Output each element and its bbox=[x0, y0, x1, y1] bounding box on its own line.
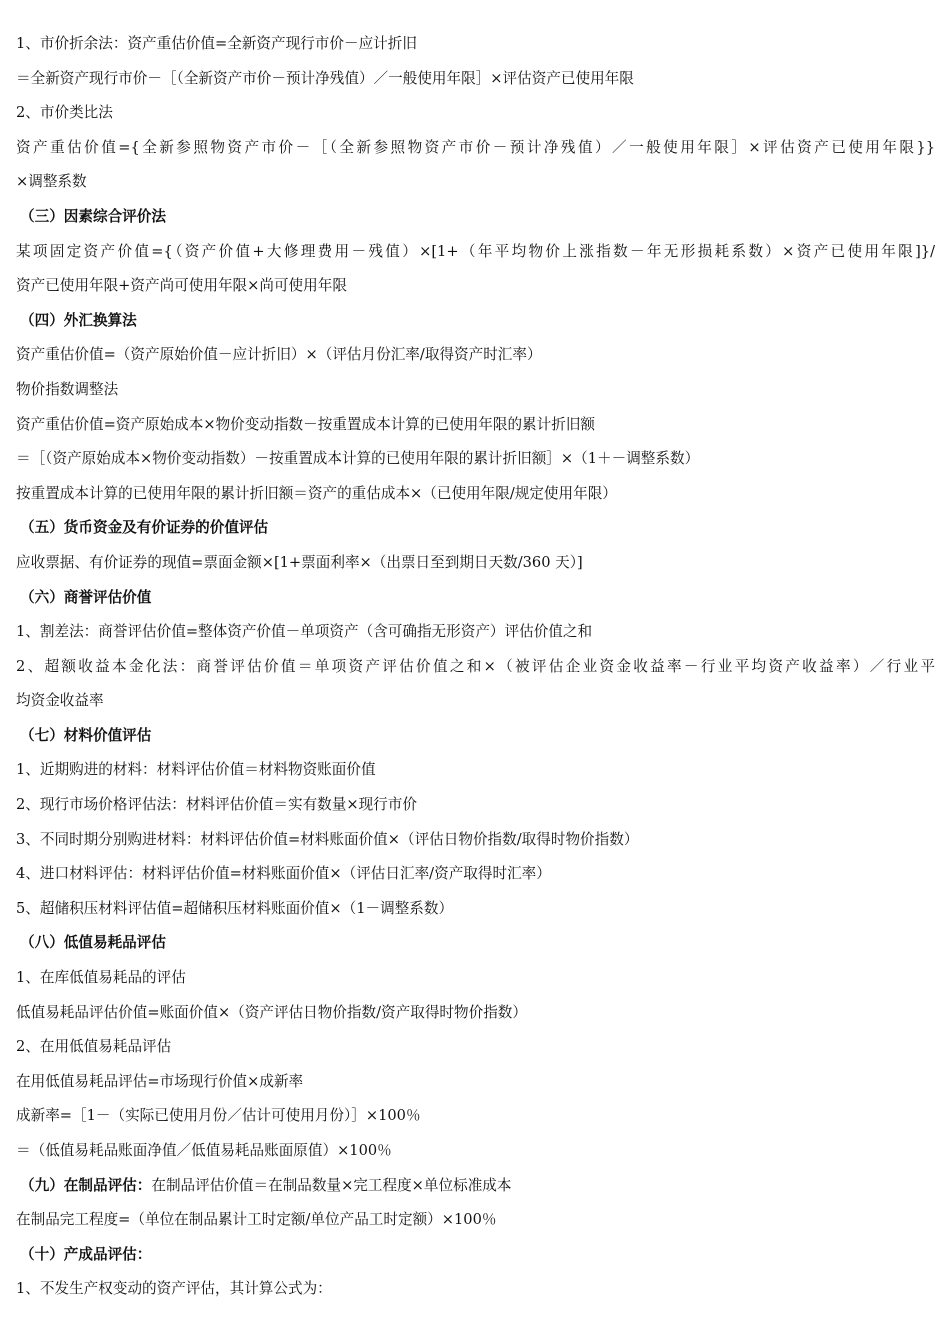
formula-line: 按重置成本计算的已使用年限的累计折旧额＝资产的重估成本×（已使用年限/规定使用年限） bbox=[16, 484, 617, 502]
formula-line: ＝［（资产原始成本×物价变动指数）－按重置成本计算的已使用年限的累计折旧额］×（1＋－调整系数） bbox=[16, 450, 700, 468]
formula-line: 某项固定资产价值={（资产价值+大修理费用－残值）×[1+（年平均物价上涨指数－年无形损耗系数）×资产已使用年限]}/ bbox=[16, 242, 935, 260]
method-title-line: 2、在用低值易耗品评估 bbox=[16, 1038, 172, 1056]
formula-continuation-line: 均资金收益率 bbox=[16, 692, 104, 710]
section-heading: （六）商誉评估价值 bbox=[20, 588, 152, 606]
formula-line: 4、进口材料评估：材料评估价值=材料账面价值×（评估日汇率/资产取得时汇率） bbox=[16, 865, 551, 883]
formula-line: 成新率=［1－（实际已使用月份／估计可使用月份）］×100％ bbox=[16, 1107, 421, 1125]
section-heading-inline: （九）在制品评估： bbox=[20, 1176, 152, 1194]
method-title-line: 2、市价类比法 bbox=[16, 104, 113, 122]
section-heading: （十）产成品评估： bbox=[20, 1245, 152, 1263]
formula-line: 在制品完工程度=（单位在制品累计工时定额/单位产品工时定额）×100％ bbox=[16, 1211, 497, 1229]
formula-continuation-line: ×调整系数 bbox=[16, 173, 87, 191]
section-heading-with-formula bbox=[16, 1169, 935, 1204]
formula-continuation-line: 资产已使用年限+资产尚可使用年限×尚可使用年限 bbox=[16, 277, 347, 295]
formula-line: ＝全新资产现行市价－［（全新资产市价－预计净残值）／一般使用年限］×评估资产已使用年限 bbox=[16, 69, 634, 87]
formula-line: 资产重估价值=（资产原始价值－应计折旧）×（评估月份汇率/取得资产时汇率） bbox=[16, 346, 542, 364]
section-heading: （七）材料价值评估 bbox=[20, 726, 152, 744]
document-page bbox=[0, 27, 950, 1307]
formula-line: 资产重估价值={全新参照物资产市价－［（全新参照物资产市价－预计净残值）／一般使用年限］×评估资产已使用年限}} bbox=[16, 138, 935, 156]
method-title-line: 1、在库低值易耗品的评估 bbox=[16, 969, 186, 987]
formula-line: 5、超储积压材料评估值=超储积压材料账面价值×（1－调整系数） bbox=[16, 899, 454, 917]
formula-line: 1、市价折余法：资产重估价值=全新资产现行市价－应计折旧 bbox=[16, 35, 417, 52]
formula-line: 1、近期购进的材料：材料评估价值＝材料物资账面价值 bbox=[16, 761, 376, 779]
formula-line: 在用低值易耗品评估=市场现行价值×成新率 bbox=[16, 1072, 304, 1090]
section-heading: （五）货币资金及有价证券的价值评估 bbox=[20, 519, 269, 537]
formula-line: 1、割差法：商誉评估价值=整体资产价值－单项资产（含可确指无形资产）评估价值之和 bbox=[16, 623, 593, 641]
formula-line: 资产重估价值=资产原始成本×物价变动指数－按重置成本计算的已使用年限的累计折旧额 bbox=[16, 415, 596, 433]
formula-line: 3、不同时期分别购进材料：材料评估价值=材料账面价值×（评估日物价指数/取得时物价指数） bbox=[16, 830, 639, 848]
formula-line: 应收票据、有价证券的现值=票面金额×[1+票面利率×（出票日至到期日天数/360 天）] bbox=[16, 553, 583, 571]
section-heading: （三）因素综合评价法 bbox=[20, 207, 166, 225]
formula-inline: 在制品评估价值＝在制品数量×完工程度×单位标准成本 bbox=[151, 1176, 512, 1194]
formula-line: 2、超额收益本金化法：商誉评估价值＝单项资产评估价值之和×（被评估企业资金收益率－行业平均资产收益率）／行业平 bbox=[16, 657, 935, 675]
formula-line: ＝（低值易耗品账面净值／低值易耗品账面原值）×100％ bbox=[16, 1142, 392, 1159]
section-heading: （四）外汇换算法 bbox=[20, 311, 137, 329]
method-title-line: 物价指数调整法 bbox=[16, 380, 119, 398]
section-heading: （八）低值易耗品评估 bbox=[20, 934, 166, 952]
formula-line: 2、现行市场价格评估法：材料评估价值＝实有数量×现行市价 bbox=[16, 796, 417, 814]
formula-line: 1、不发生产权变动的资产评估，其计算公式为： bbox=[16, 1280, 332, 1298]
formula-line: 低值易耗品评估价值=账面价值×（资产评估日物价指数/资产取得时物价指数） bbox=[16, 1003, 527, 1021]
